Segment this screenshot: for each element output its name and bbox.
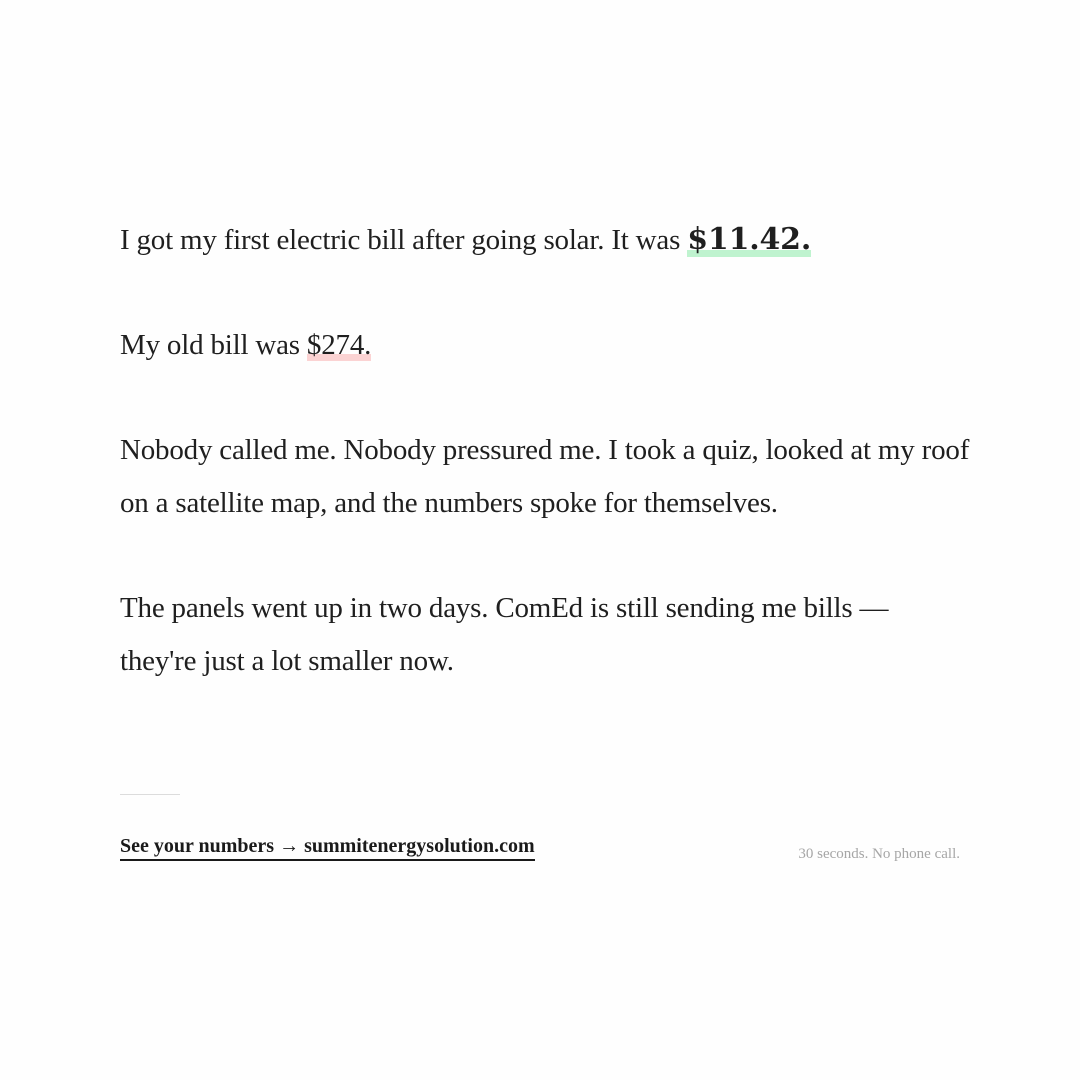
paragraph-old-bill bbox=[120, 319, 970, 372]
footnote: 30 seconds. No phone call. bbox=[798, 846, 960, 862]
paragraph-no-pressure: Nobody called me. Nobody pressured me. I took a quiz, looked at my roof on a satellite map, and the numbers spoke for themselves. bbox=[120, 434, 970, 519]
new-bill-text: I got my first electric bill after going solar. It was bbox=[120, 224, 688, 256]
divider bbox=[120, 794, 180, 795]
paragraph-new-bill bbox=[120, 213, 970, 267]
new-bill-amount-highlight: $11.42. bbox=[687, 222, 812, 257]
paragraph-install: The panels went up in two days. ComEd is still sending me bills — they're just a lot smaller now. bbox=[120, 592, 889, 677]
old-bill-text: My old bill was bbox=[120, 329, 307, 361]
story bbox=[120, 213, 970, 688]
old-bill-amount-highlight: $274. bbox=[306, 329, 372, 361]
see-your-numbers-link[interactable]: See your numbers → summitenergysolution.com bbox=[120, 835, 535, 861]
